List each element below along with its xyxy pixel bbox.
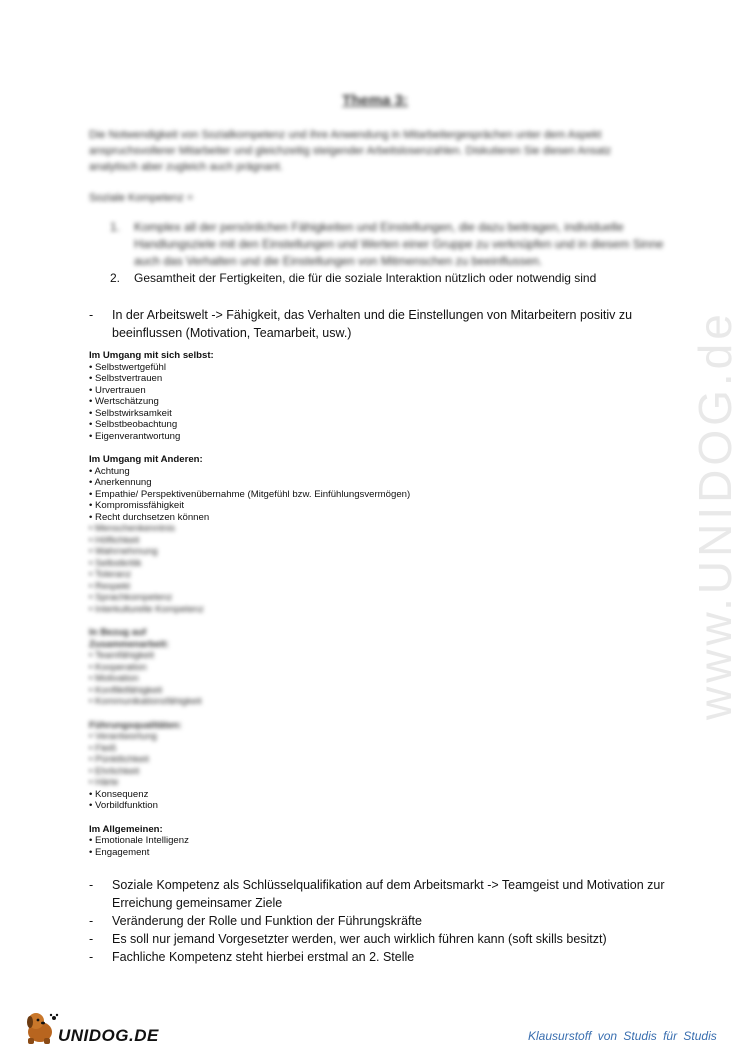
dash-list-top [89,306,669,342]
list-item: • Respekt [89,580,131,592]
list-item: • Kommunikationsfähigkeit [89,696,202,707]
dash-item [89,912,669,930]
dash-marker: - [89,932,94,946]
list-item: • Selbstvertrauen [89,373,163,384]
list-item: • Konfliktfähigkeit [89,684,163,696]
dash-text: Soziale Kompetenz als Schlüsselqualifikation auf dem Arbeitsmarkt -> Teamgeist und Motivation zur Erreichung gemeinsamer Ziele [112,878,665,910]
dash-text: Veränderung der Rolle und Funktion der Führungskräfte [112,914,422,928]
dash-item [89,948,669,966]
section-title: Im Allgemeinen: [89,823,163,835]
competence-sections [89,350,489,870]
dash-text: Es soll nur jemand Vorgesetzter werden, wer auch wirklich führen kann (soft skills besitzt) [112,932,607,946]
dash-text: Fachliche Kompetenz steht hierbei erstmal an 2. Stelle [112,950,415,964]
dash-marker: - [89,914,94,928]
numbered-list [110,219,670,287]
section-title: Im Umgang mit sich selbst: [89,350,214,361]
list-item: • Sprachkompetenz [89,592,173,603]
item-number: 2. [110,271,121,285]
section-title: Im Umgang mit Anderen: [89,454,203,465]
list-item: • Konsequenz [89,788,149,800]
list-item: • Emotionale Intelligenz [89,835,189,846]
section-title: Führungsqualitäten: [89,719,182,731]
list-item: • Selbstwertgefühl [89,361,166,373]
list-item: • Kompromissfähigkeit [89,500,185,511]
list-item: • Interkulturelle Kompetenz [89,603,204,615]
section-leadership [89,720,489,812]
list-item: • Wahrnehmung [89,546,158,557]
dash-text: In der Arbeitswelt -> Fähigkeit, das Verhalten und die Einstellungen von Mitarbeitern positiv zu beeinflussen (Motivation, Teamarbeit, usw.) [112,308,633,340]
definition-label: Soziale Kompetenz = [89,192,194,204]
list-item: • Motivation [89,673,139,684]
section-self [89,350,489,442]
list-item: • Anerkennung [89,477,152,488]
list-item: • Empathie/ Perspektivenübernahme (Mitgefühl bzw. Einfühlungsvermögen) [89,488,411,500]
list-item: • Wertschätzung [89,396,159,407]
intro-paragraph: Die Notwendigkeit von Sozialkompetenz und ihre Anwendung in Mitarbeitergesprächen unter dem Aspekt anspruchsvollerer Mitarbeiter und gleichzeitig steigender Arbeitslosenzahlen. Diskutieren Sie diesen Ansatz analytisch aber zugleich auch prägnant. [89,129,612,173]
dash-marker: - [89,878,94,892]
list-item: • Engagement [89,846,150,858]
section-collaboration [89,627,489,708]
item-number: 1. [110,220,121,234]
list-item: • Höflichkeit [89,534,140,546]
page-title: Thema 3: [342,92,408,109]
dash-marker: - [89,308,94,322]
numbered-item [110,219,670,270]
list-item: • Achtung [89,465,130,477]
section-general [89,824,489,859]
list-item: • Urvertrauen [89,384,146,396]
list-item: • Menschenkenntnis [89,523,176,534]
logo-wordmark: UNIDOG.DE [58,1026,159,1045]
dash-marker: - [89,950,94,964]
list-item: • Vorbildfunktion [89,800,158,811]
section-title: In Bezug auf Zusammenarbeit: [89,627,169,650]
list-item: • Toleranz [89,569,132,580]
item-text: Komplex all der persönlichen Fähigkeiten und Einstellungen, die dazu beitragen, individuelle Handlungsziele mit den Einstellungen und Werten einer Gruppe zu verknüpfen und in diesem Sinne auch das Verhalten und die Einstellungen von Mitmenschen zu beeinflussen. [134,220,664,268]
numbered-item [110,270,670,287]
list-item: • Eigenverantwortung [89,430,181,442]
dash-item [89,876,669,912]
dash-list-bottom [89,876,669,966]
list-item: • Verantwortung [89,731,157,742]
section-others [89,454,489,615]
list-item: • Selbstwirksamkeit [89,407,172,419]
dash-item [89,306,669,342]
item-text: Gesamtheit der Fertigkeiten, die für die soziale Interaktion nützlich oder notwendig sind [134,271,597,285]
dash-item [89,930,669,948]
list-item: • Selbstkritik [89,557,142,569]
list-item: • Härte [89,777,119,788]
list-item: • Recht durchsetzen können [89,511,210,523]
list-item: • Fleiß [89,742,117,754]
list-item: • Pünktlichkeit [89,754,149,765]
list-item: • Selbstbeobachtung [89,419,178,430]
watermark: www.UNIDOG.de [689,310,741,720]
list-item: • Ehrlichkeit [89,765,140,777]
footer-tagline: Klausurstoff von Studis für Studis [528,1029,717,1043]
list-item: • Teamfähigkeit [89,650,155,661]
list-item: • Kooperation [89,661,147,673]
